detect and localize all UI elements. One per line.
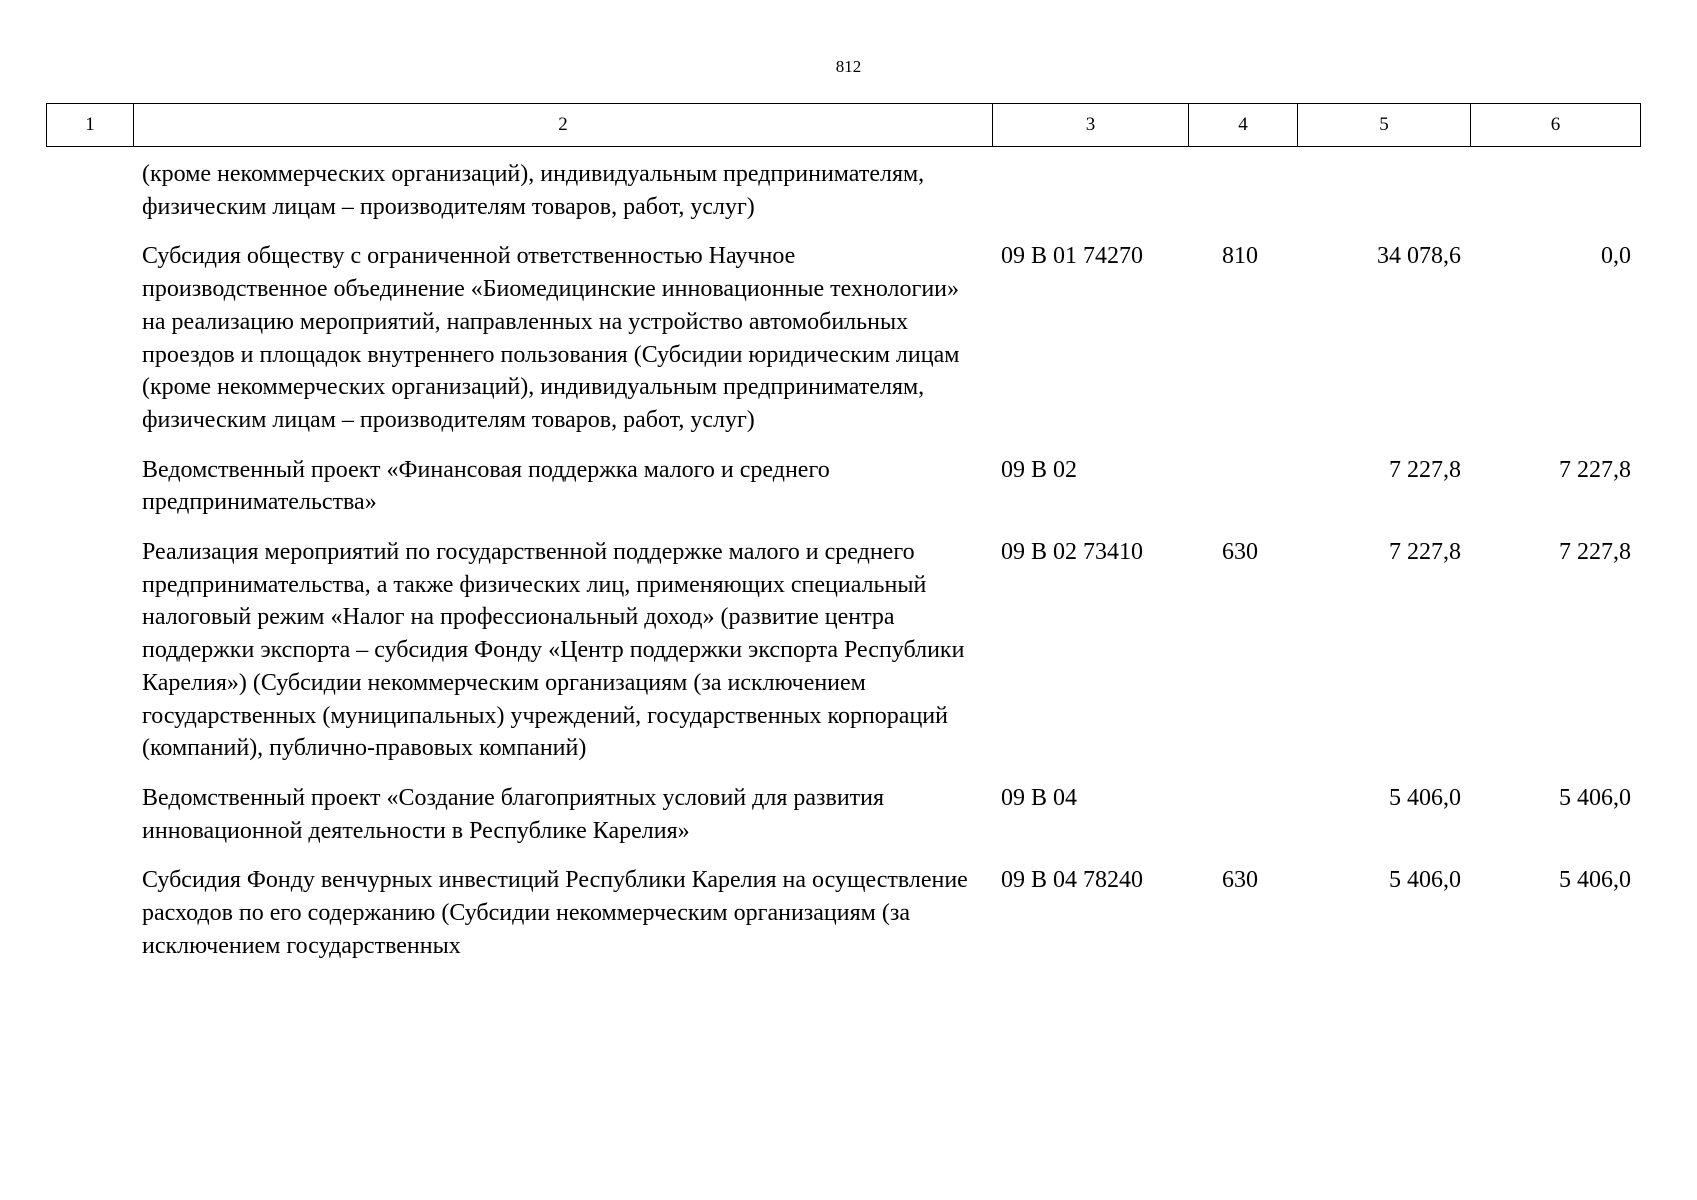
page-number: 812: [835, 57, 862, 76]
header-col-1: 1: [47, 104, 134, 147]
item-name: Ведомственный проект «Создание благоприятных условий для развития инновационной деятельности в Республике Карелия»: [142, 784, 885, 844]
amount-col-6: [1470, 158, 1640, 240]
header-col-2: 2: [134, 104, 993, 147]
column-number-header: [46, 103, 1641, 147]
amount-col-5: 5 406,0: [1389, 867, 1461, 894]
expense-type-code: 630: [1222, 539, 1258, 566]
target-article-code: 09 В 01 74270: [1001, 243, 1144, 270]
amount-col-6: 7 227,8: [1559, 539, 1631, 566]
expense-type-code: [1188, 782, 1297, 864]
target-article-code: 09 В 02: [1001, 456, 1078, 483]
amount-col-6: 0,0: [1601, 243, 1631, 270]
item-name: Субсидия Фонду венчурных инвестиций Республики Карелия на осуществление расходов по его содержанию (Субсидии некоммерческим организациям (за исключением государственных: [142, 867, 968, 959]
amount-col-6: 5 406,0: [1559, 867, 1631, 894]
table-row: [46, 240, 1640, 453]
table-row: [46, 158, 1640, 240]
row-number-cell: [46, 240, 133, 453]
header-col-3: 3: [993, 104, 1189, 147]
row-number-cell: [46, 782, 133, 864]
item-name: Субсидия обществу с ограниченной ответственностью Научное производственное объединение «Биомедицинские инновационные технологии» на реализацию мероприятий, направленных на устройство автомобильных проездов и площадок внутреннего пользования (Субсидии юридическим лицам (кроме некоммерческих организаций), индивидуальным предпринимателям, физическим лицам – производителям товаров, работ, услуг): [142, 243, 960, 433]
expense-type-code: [1188, 158, 1297, 240]
item-name: Ведомственный проект «Финансовая поддержка малого и среднего предпринимательства»: [142, 456, 830, 516]
header-col-4: 4: [1189, 104, 1298, 147]
amount-col-5: 7 227,8: [1389, 539, 1461, 566]
expense-type-code: 630: [1222, 867, 1258, 894]
header-col-5: 5: [1298, 104, 1471, 147]
table-row: [46, 864, 1640, 979]
row-number-cell: [46, 536, 133, 782]
amount-col-6: 5 406,0: [1559, 784, 1631, 811]
amount-col-5: 34 078,6: [1377, 243, 1461, 270]
amount-col-5: 7 227,8: [1389, 456, 1461, 483]
header-row: [47, 104, 1641, 147]
target-article-code: 09 В 04: [1001, 784, 1078, 811]
target-article-code: 09 В 04 78240: [1001, 867, 1144, 894]
table-row: [46, 536, 1640, 782]
amount-col-6: 7 227,8: [1559, 456, 1631, 483]
row-number-cell: [46, 864, 133, 979]
table-row: [46, 454, 1640, 536]
expense-type-code: 810: [1222, 243, 1258, 270]
amount-col-5: 5 406,0: [1389, 784, 1461, 811]
row-number-cell: [46, 158, 133, 240]
amount-col-5: [1297, 158, 1470, 240]
target-article-code: 09 В 02 73410: [1001, 539, 1144, 566]
item-name: (кроме некоммерческих организаций), индивидуальным предпринимателям, физическим лицам – производителям товаров, работ, услуг): [142, 161, 925, 220]
header-col-6: 6: [1471, 104, 1641, 147]
item-name: Реализация мероприятий по государственной поддержке малого и среднего предпринимательства, а также физических лиц, применяющих специальный налоговый режим «Налог на профессиональный доход» (развитие центра поддержки экспорта – субсидия Фонду «Центр поддержки экспорта Республики Карелия») (Субсидии некоммерческим организациям (за исключением государственных (муниципальных) учреждений, государственных корпораций (компаний), публично-правовых компаний): [142, 539, 965, 762]
budget-table: [46, 158, 1640, 979]
target-article-code: [992, 158, 1188, 240]
row-number-cell: [46, 454, 133, 536]
expense-type-code: [1188, 454, 1297, 536]
table-row: [46, 782, 1640, 864]
